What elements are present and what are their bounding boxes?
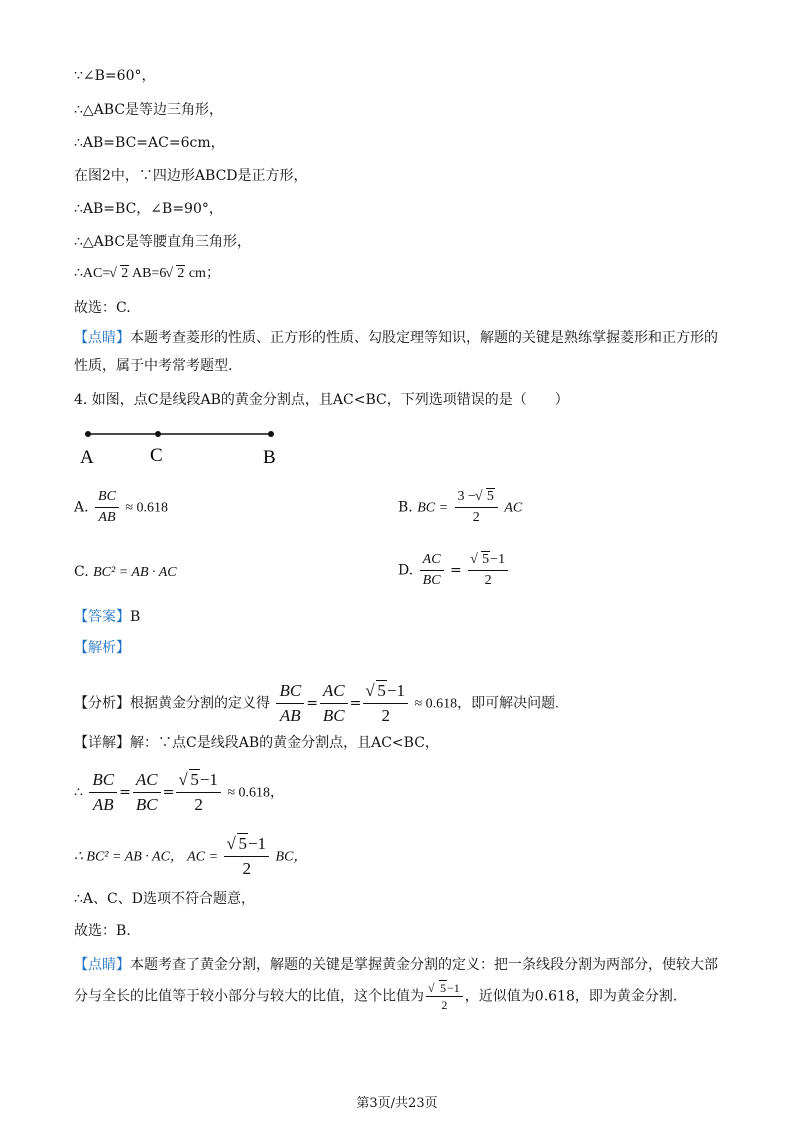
note-1-cont: 性质，属于中考常考题型. — [74, 358, 233, 374]
sqrt-2-a: √ 2 — [110, 264, 129, 284]
line-figure-2: 在图2中，∵四边形ABCD是正方形， — [74, 168, 308, 184]
option-d-fraction-2: √ $\frac{5-1}{2}$ — [468, 550, 508, 591]
line-ab-bc: ∴AB=BC，∠B=90°， — [74, 201, 223, 217]
analysis-tag: 【解析】 — [74, 640, 130, 656]
option-b: B. BC = $\frac{3 -√ 5}{2}$ AC — [398, 487, 522, 528]
analysis-line — [74, 638, 130, 658]
acd-line: ∴A、C、D选项不符合题意， — [74, 891, 255, 907]
page-footer: 第3页/共23页 — [356, 1096, 438, 1111]
ac-fraction: √ $\frac{5-1}{2}$ — [224, 832, 269, 881]
point-c — [155, 431, 161, 437]
note-1: 【点睛】本题考查菱形的性质、正方形的性质、勾股定理等知识，解题的关键是熟练掌握菱形和正方形的 — [74, 330, 718, 346]
ratio-fraction-1: $\frac{BC}{AB}$ — [89, 768, 117, 817]
line-equilateral: ∴△ABC是等边三角形， — [74, 102, 224, 118]
label-a: A — [80, 447, 94, 468]
ratio-fraction-2: $\frac{AC}{BC}$ — [133, 768, 161, 817]
option-b-fraction: $\frac{3 -√ 5}{2}$ — [455, 487, 498, 528]
fenxi-line: 【分析】根据黄金分割的定义得 $\frac{BC}{AB}$ = $\frac{AC}{BC}$ = √ $\frac{5-1}{2}$ ≈ 0.618，即可解决问题. — [74, 679, 559, 728]
note-2-tag: 【点睛】 — [74, 957, 130, 973]
choose-b-line: 故选：B. — [74, 923, 131, 939]
answer-line: 【答案】B — [74, 609, 141, 625]
bc-squared-line: ∴ BC² = AB · AC， AC = √ $\frac{5-1}{2}$ BC， — [74, 832, 307, 881]
fenxi-fraction-1: $\frac{BC}{AB}$ — [276, 679, 304, 728]
option-d-fraction-1: $\frac{AC}{BC}$ — [420, 550, 444, 591]
line-angle-b: ∵∠B=60°， — [74, 68, 156, 84]
ratio-fraction-3: √ $\frac{5-1}{2}$ — [176, 768, 221, 817]
fenxi-fraction-3: √ $\frac{5-1}{2}$ — [363, 679, 408, 728]
question-4: 4. 如图，点C是线段AB的黄金分割点，且AC<BC，下列选项错误的是（ ） — [74, 392, 569, 408]
label-b: B — [263, 447, 276, 468]
segment-figure — [78, 422, 288, 472]
line-choose-c: 故选：C. — [74, 300, 131, 316]
fenxi-fraction-2: $\frac{AC}{BC}$ — [320, 679, 348, 728]
point-b — [268, 431, 274, 437]
line-isosceles-right: ∴△ABC是等腰直角三角形， — [74, 234, 252, 250]
option-a-fraction: $\frac{BC}{AB}$ — [95, 487, 119, 528]
option-c: C. BC² = AB · AC — [74, 564, 177, 580]
note-2-fraction: √ $\frac{5-1}{2}$ — [426, 980, 463, 1013]
option-a: A. $\frac{BC}{AB}$ ≈ 0.618 — [74, 487, 168, 528]
note-2-cont: 分与全长的比值等于较小部分与较大的比值，这个比值为 √ $\frac{5-1}{2}$ ，近似值为0.618，即为黄金分割. — [74, 980, 677, 1013]
line-sides-equal: ∴AB=BC=AC=6cm， — [74, 135, 225, 151]
point-a — [85, 431, 91, 437]
ratio-line: ∴ $\frac{BC}{AB}$ = $\frac{AC}{BC}$ = √ $\frac{5-1}{2}$ ≈ 0.618， — [74, 768, 284, 817]
option-d: D. $\frac{AC}{BC}$ = √ $\frac{5-1}{2}$ — [398, 550, 510, 591]
xiangjie-line: 【详解】解：∵点C是线段AB的黄金分割点，且AC<BC， — [74, 735, 439, 751]
sqrt-2-b: √ 2 — [166, 264, 185, 284]
answer-tag: 【答案】 — [74, 609, 130, 625]
label-c: C — [150, 445, 163, 466]
note-2: 【点睛】本题考查了黄金分割，解题的关键是掌握黄金分割的定义：把一条线段分割为两部分，使较大部 — [74, 957, 718, 973]
line-ac-value: ∴AC=√ 2 AB=6√ 2 cm； — [74, 264, 220, 284]
note-tag: 【点睛】 — [74, 330, 130, 346]
